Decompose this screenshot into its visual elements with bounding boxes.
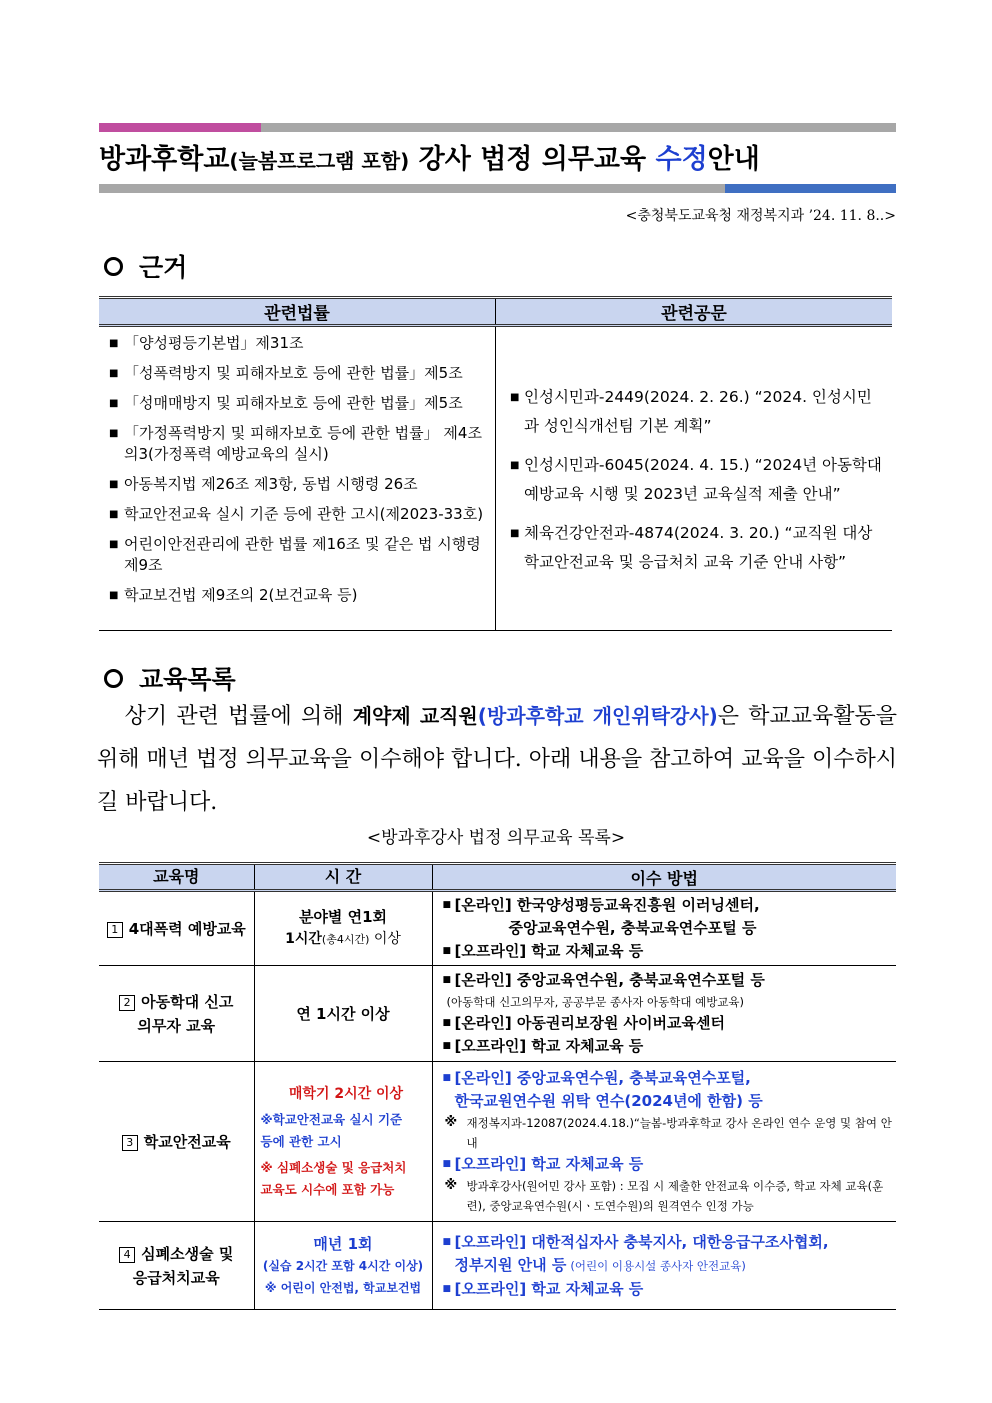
edu-time: 분야별 연1회 1시간(총4시간) 이상: [254, 891, 432, 966]
law-item: ■ 학교보건법 제9조의 2(보건교육 등): [109, 585, 489, 606]
circle-bullet-icon: [104, 669, 123, 688]
edu-name: 1 4대폭력 예방교육: [99, 891, 254, 966]
law-item: ■ 어린이안전관리에 관한 법률 제16조 및 같은 법 시행령 제9조: [109, 534, 489, 576]
section-education-heading: 교육목록: [104, 660, 236, 696]
document-item: ■ 인성시민과-2449(2024. 2. 26.) “2024. 인성시민과 성인식개선팀 기본 계획”: [510, 383, 884, 441]
intro-paragraph: 상기 관련 법률에 의해 계약제 교직원(방과후학교 개인위탁강사)은 학교교육활동을 위해 매년 법정 의무교육을 이수해야 합니다. 아래 내용을 참고하여 교육을 이수하시길 바랍니다.: [97, 704, 898, 815]
basis-table: [99, 296, 892, 631]
edu-name: 2 아동학대 신고 의무자 교육: [99, 966, 254, 1062]
table-caption: <방과후강사 법정 의무교육 목록>: [366, 828, 626, 848]
edu-time: 매년 1회 (실습 2시간 포함 4시간 이상) ※ 어린이 안전법, 학교보건법: [254, 1222, 432, 1310]
col-header-method: 이수 방법: [432, 864, 896, 891]
edu-method: ■ [오프라인] 대한적십자사 충북지사, 대한응급구조사협회, 정부지원 안내 등 (어린이 이용시설 종사자 안전교육) ■ [오프라인] 학교 자체교육 등: [432, 1222, 896, 1310]
law-item: ■ 학교안전교육 실시 기준 등에 관한 고시(제2023-33호): [109, 504, 489, 525]
law-item: ■ 아동복지법 제26조 제3항, 동법 시행령 26조: [109, 474, 489, 495]
law-list: [99, 327, 495, 608]
edu-name: 4 심폐소생술 및 응급처치교육: [99, 1222, 254, 1310]
document-item: ■ 체육건강안전과-4874(2024. 3. 20.) “교직원 대상 학교안전교육 및 응급처치 교육 기준 안내 사항”: [510, 519, 884, 577]
document-list: [496, 327, 892, 577]
col-header-docs: 관련공문: [496, 298, 893, 326]
table-row: [99, 1222, 896, 1310]
title-bar-accent-pink: [99, 123, 261, 132]
edu-method: ■ [온라인] 한국양성평등교육진흥원 이러닝센터, 중앙교육연수원, 충북교육연수포털 등 ■ [오프라인] 학교 자체교육 등: [432, 891, 896, 966]
table-row: [99, 1062, 896, 1222]
law-item: ■ 「가정폭력방지 및 피해자보호 등에 관한 법률」 제4조의3(가정폭력 예방교육의 실시): [109, 423, 489, 465]
edu-time: 매학기 2시간 이상 ※학교안전교육 실시 기준 등에 관한 고시 ※ 심폐소생술 및 응급처치 교육도 시수에 포함 가능: [254, 1062, 432, 1222]
law-item: ■ 「성폭력방지 및 피해자보호 등에 관한 법률」제5조: [109, 363, 489, 384]
row-number: 1: [107, 922, 123, 938]
document-item: ■ 인성시민과-6045(2024. 4. 15.) “2024년 아동학대 예방교육 시행 및 2023년 교육실적 제출 안내”: [510, 451, 884, 509]
law-item: ■ 「양성평등기본법」제31조: [109, 333, 489, 354]
circle-bullet-icon: [104, 257, 123, 276]
title-bar-accent-blue: [725, 184, 896, 193]
edu-time: 연 1시간 이상: [254, 966, 432, 1062]
row-number: 2: [119, 995, 135, 1011]
row-number: 4: [119, 1247, 135, 1263]
row-number: 3: [122, 1135, 138, 1151]
col-header-laws: 관련법률: [99, 298, 496, 326]
law-item: ■ 「성매매방지 및 피해자보호 등에 관한 법률」제5조: [109, 393, 489, 414]
section-basis-heading: 근거: [104, 248, 187, 284]
table-row: [99, 891, 896, 966]
page-title: 방과후학교(늘봄프로그램 포함) 강사 법정 의무교육 수정안내: [99, 144, 760, 175]
edu-method: ■ [온라인] 중앙교육연수원, 충북교육연수포털 등 (아동학대 신고의무자, 공공부문 종사자 아동학대 예방교육) ■ [온라인] 아동권리보장원 사이버교육센터 ■ [오프라인] 학교 자체교육 등: [432, 966, 896, 1062]
col-header-name: 교육명: [99, 864, 254, 891]
source-line: <충청북도교육청 재정복지과 ’24. 11. 8..>: [625, 208, 896, 224]
education-table: [99, 862, 896, 1310]
edu-method: ■ [온라인] 중앙교육연수원, 충북교육연수포털, 한국교원연수원 위탁 연수(2024년에 한함) 등 ※ 재정복지과-12087(2024.4.18.)“늘봄-방과후학교 강사 온라인 연수 운영 및 참여 안내 ■ [오프라인] 학교 자체교육 등 ※ 방과후강사(원어민 강사 포함) : 모집 시 제출한 안전교육 이수증, 학교 자체 교육(훈련), 중앙교육연수원(시ㆍ도연수원)의 원격연수 인정 가능: [432, 1062, 896, 1222]
col-header-time: 시 간: [254, 864, 432, 891]
edu-name: 3 학교안전교육: [99, 1062, 254, 1222]
table-row: [99, 966, 896, 1062]
